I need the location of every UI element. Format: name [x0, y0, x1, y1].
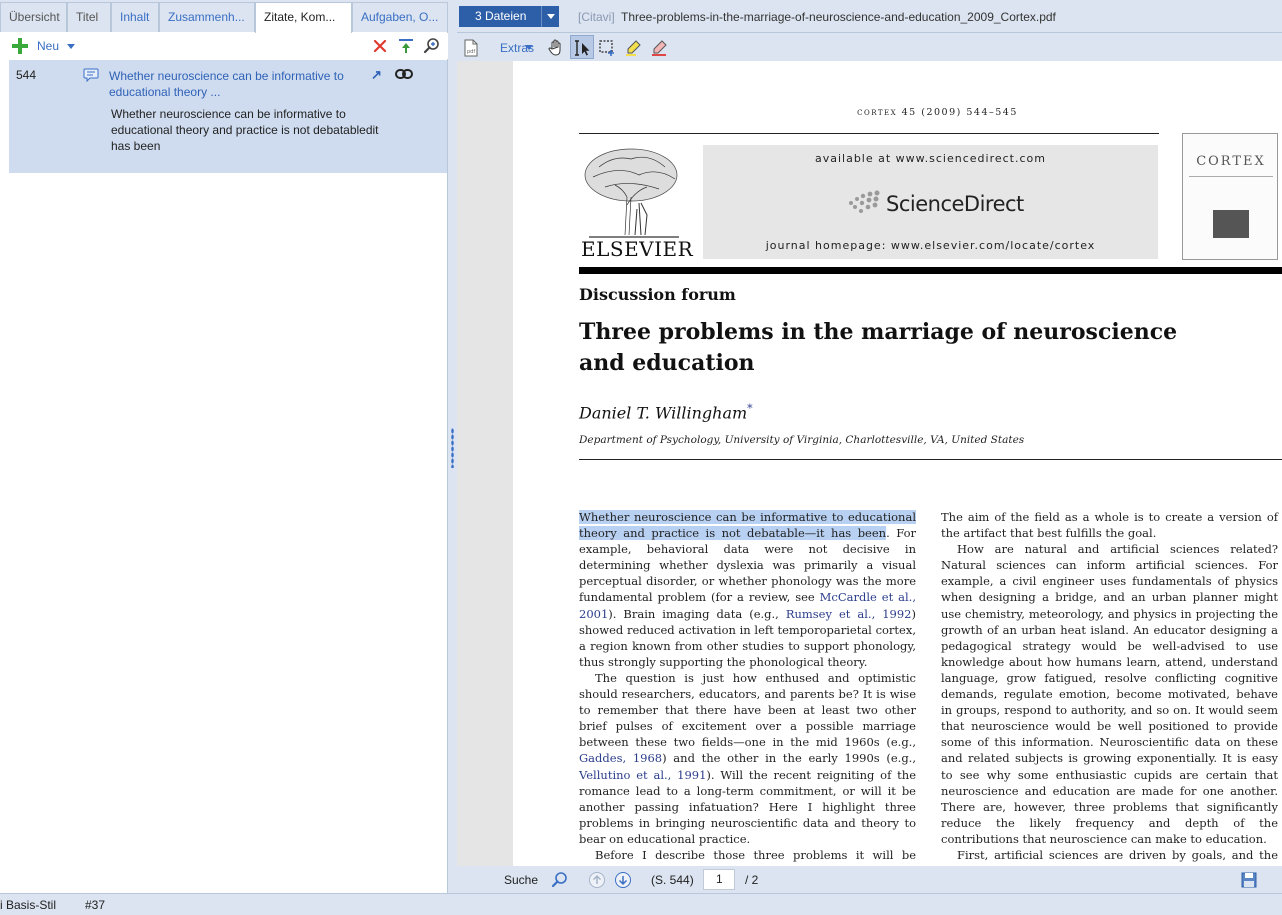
right-pane	[457, 0, 1282, 893]
file-header	[457, 0, 1282, 33]
publisher-logo-text: ELSEVIER	[581, 237, 694, 261]
paragraph	[579, 509, 916, 670]
chevron-down-icon[interactable]	[541, 6, 559, 27]
pdf-file-icon[interactable]	[461, 38, 481, 58]
elsevier-tree-logo	[579, 145, 685, 240]
left-tab-bar	[0, 0, 448, 32]
tab-quotes[interactable]: Zitate, Kom...	[255, 2, 352, 33]
save-icon[interactable]	[1240, 871, 1258, 889]
text-run: Before I describe those three problems it will be	[595, 847, 916, 862]
thick-rule	[579, 267, 1282, 274]
hand-tool-icon[interactable]	[546, 38, 566, 58]
previous-match-icon[interactable]	[588, 871, 606, 889]
text-run: ). Brain imaging data (e.g.,	[608, 606, 786, 621]
plus-icon[interactable]	[12, 38, 28, 54]
affiliation: Department of Psychology, University of Virginia, Charlottesville, VA, United States	[579, 434, 1025, 446]
splitter-grip-icon[interactable]	[451, 428, 454, 468]
author-footnote-mark[interactable]: *	[747, 402, 753, 415]
search-icon[interactable]	[551, 871, 569, 889]
journal-line: cortex 45 (2009) 544–545	[857, 107, 1018, 118]
text-column-left	[579, 509, 916, 866]
text-run: ). Will the recent reigniting of the romance lead to a long-term commitment, or will it be another passing infatuation? Here I highlight three problems in bringing neuroscientific data and theory to bear on educational practice.	[579, 767, 916, 846]
quote-page-number: 544	[16, 68, 37, 82]
header-rule	[579, 133, 1159, 134]
reference-count: #37	[85, 898, 106, 912]
tab-title[interactable]: Titel	[67, 2, 111, 32]
paragraph	[579, 847, 916, 866]
highlighter-icon[interactable]	[624, 38, 644, 58]
tab-overview[interactable]: Übersicht	[0, 2, 67, 32]
cover-title: CORTEX	[1196, 154, 1266, 169]
citation-link[interactable]: Rumsey et al., 1992	[785, 606, 912, 621]
files-dropdown[interactable]	[459, 6, 559, 27]
sciencedirect-banner	[703, 145, 1158, 259]
pdf-viewer[interactable]	[457, 61, 1282, 866]
file-source-tag: [Citavi]	[578, 10, 615, 24]
citation-link[interactable]: McCardle et al., 2001	[579, 590, 916, 621]
text-column-right	[941, 509, 1278, 866]
chevron-down-icon[interactable]	[525, 45, 533, 50]
eraser-icon[interactable]	[650, 38, 670, 58]
new-button[interactable]: Neu	[37, 39, 60, 53]
journal-cover-image	[1182, 133, 1278, 260]
paragraph: First, artificial sciences are driven by goals, and the	[957, 847, 1278, 862]
page-reference: (S. 544)	[651, 873, 694, 887]
citation-style[interactable]: i Basis-Stil	[0, 898, 57, 912]
left-pane	[0, 0, 448, 893]
chevron-down-icon[interactable]	[67, 44, 75, 49]
pdf-toolbar	[457, 34, 1282, 61]
author	[579, 402, 753, 422]
files-dropdown-label: 3 Dateien	[475, 9, 527, 23]
journal-homepage: journal homepage: www.elsevier.com/locate/cortex	[765, 239, 1096, 252]
search-zoom-icon[interactable]	[423, 37, 441, 55]
citation-link[interactable]: Gaddes, 1968	[579, 751, 663, 766]
text-select-icon	[573, 38, 593, 58]
cover-rule	[1189, 176, 1273, 177]
paragraph	[579, 670, 916, 847]
page-total: / 2	[745, 873, 759, 887]
delete-icon[interactable]	[371, 37, 389, 55]
next-match-icon[interactable]	[614, 871, 632, 889]
area-select-icon[interactable]	[598, 38, 618, 58]
status-bar	[0, 893, 1282, 915]
highlighted-quote[interactable]: Whether neuroscience can be informative to educational theory and practice is not debatable—it has been	[579, 510, 916, 541]
link-icon[interactable]	[395, 68, 413, 80]
pane-splitter[interactable]	[448, 0, 457, 893]
tab-summary[interactable]: Zusammenh...	[159, 2, 255, 32]
page-number-input[interactable]: 1	[703, 869, 735, 890]
text-run: The question is just how enthused and optimistic should researchers, educators, and parents be? It is wise to remember that there have been at least two other brief pulses of excitement over a possible marriage between these two fields—one in the mid 1960s (e.g.,	[579, 670, 916, 750]
comment-icon	[83, 68, 99, 82]
title-rule	[579, 459, 1282, 460]
sciencedirect-logo-text: ScienceDirect	[886, 192, 1024, 216]
quote-list-item[interactable]	[9, 60, 447, 173]
left-toolbar	[0, 33, 448, 59]
pdf-footer-bar	[457, 866, 1282, 893]
svg-text:pdf: pdf	[467, 49, 476, 55]
tab-tasks[interactable]: Aufgaben, O...	[352, 2, 448, 32]
author-name: Daniel T. Willingham	[579, 403, 748, 423]
text-run: . For example, behavioral data were not decisive in determining whether dyslexia was primarily a visual perceptual disorder, or whether phonology was the more fundamental problem (for a review, see	[579, 526, 916, 605]
select-tool-button[interactable]	[570, 35, 594, 59]
article-title: Three problems in the marriage of neuroscience and education	[579, 319, 1178, 376]
quote-text: Whether neuroscience can be informative to educational theory and practice is not debatabledit has been	[111, 107, 379, 153]
text-run: ) showed reduced activation in left temporoparietal cortex, a region known from other studies to support phonology, thus strongly supporting the phonological theory.	[579, 606, 916, 669]
extras-menu[interactable]: Extras	[500, 41, 535, 55]
available-at: available at www.sciencedirect.com	[814, 152, 1046, 165]
text-run: ) and the other in the early 1990s (e.g.,	[662, 751, 916, 766]
search-label[interactable]: Suche	[504, 873, 539, 887]
paragraph: How are natural and artificial sciences related? Natural sciences can inform artificial sciences. For example, a civil engineer uses fundamentals of physics when designing a bridge, and an urban planner might use chemistry, meteorology, and physics in projecting the growth of an urban heat island. An educator designing a pedagogical strategy would be well-advised to use knowledge about how humans learn, attend, understand language, grow fatigued, resolve conflicting cognitive demands, regulate emotion, become motivated, behave in groups, respond to authority, and so on. It would seem that neuroscience would be well positioned to provide some of this information. Neuroscientific data on these and related subjects is growing exponentially. It is easy to see why some enthusiastic cupids are certain that neuroscience and education are made for one another. There are, however, three problems that significantly reduce the likely frequency and depth of the contributions that neuroscience can make to education.	[941, 542, 1278, 846]
tab-content[interactable]: Inhalt	[111, 2, 159, 32]
jump-to-location-icon[interactable]: ↗	[371, 67, 382, 82]
citation-link[interactable]: Vellutino et al., 1991	[579, 767, 707, 782]
pdf-page	[513, 61, 1282, 866]
move-to-top-icon[interactable]	[397, 37, 415, 55]
section-label: Discussion forum	[579, 285, 736, 304]
cover-picture	[1213, 210, 1249, 238]
file-name: Three-problems-in-the-marriage-of-neuroscience-and-education_2009_Cortex.pdf	[621, 10, 1056, 24]
paragraph: The aim of the field as a whole is to create a version of the artifact that best fulfills the goal.	[941, 510, 1278, 541]
quote-title[interactable]: Whether neuroscience can be informative to educational theory ...	[109, 69, 344, 99]
